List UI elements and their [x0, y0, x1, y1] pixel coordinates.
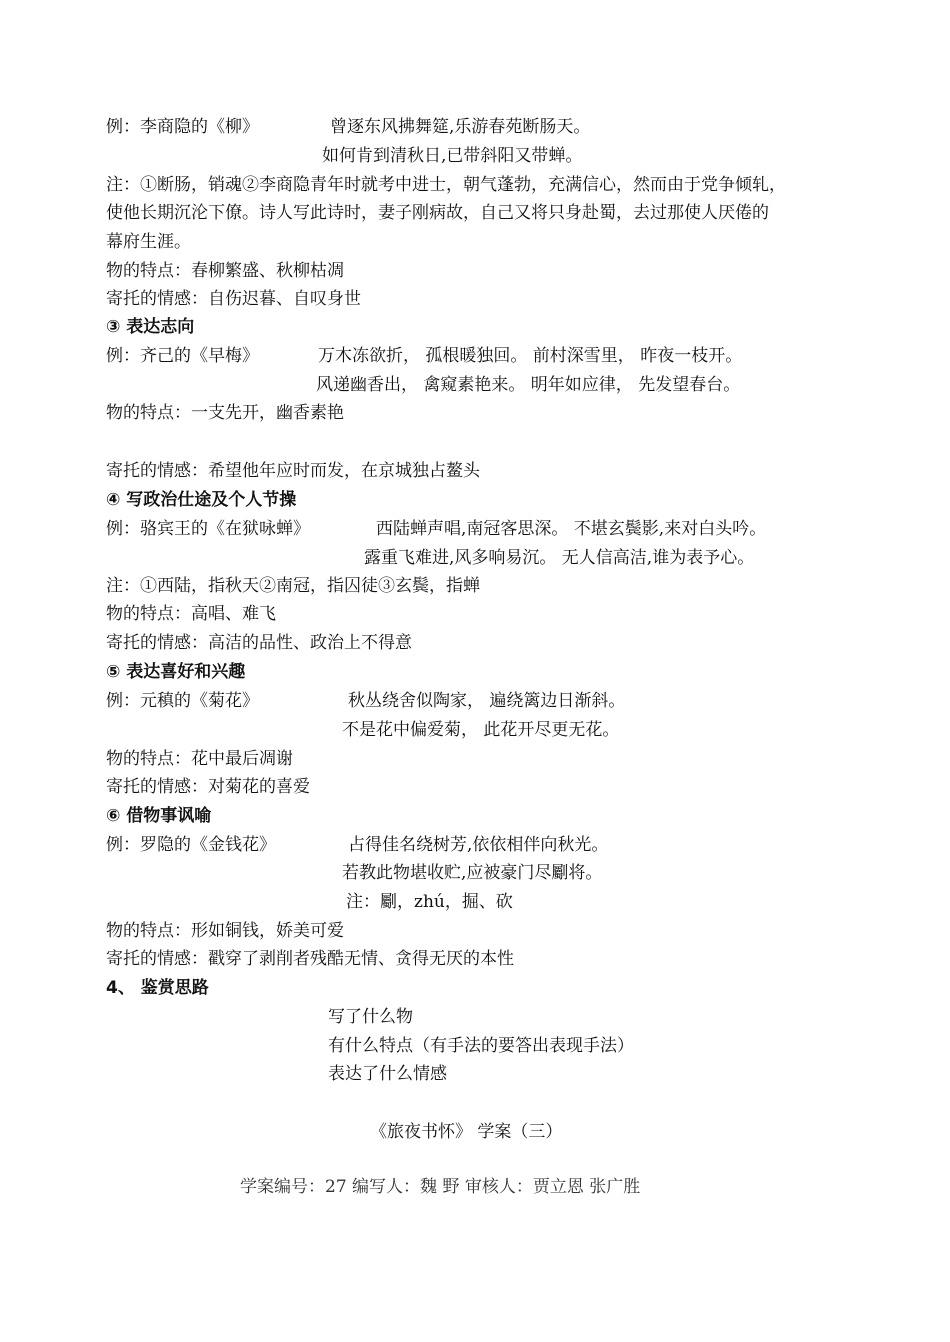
method-step-3: 表达了什么情感 [328, 1064, 447, 1084]
chan-feature: 物的特点：高唱、难飞 [106, 604, 276, 624]
juhua-poem-line-2: 不是花中偏爱菊， 此花开尽更无花。 [342, 720, 620, 740]
jinqianhua-poem-line-2: 若教此物堪收贮,应被豪门尽劚将。 [342, 863, 603, 883]
heading-preference-interest: ⑤ 表达喜好和兴趣 [106, 662, 246, 682]
liu-example-label: 例：李商隐的《柳》 [106, 117, 259, 137]
heading-politics-integrity: ④ 写政治仕途及个人节操 [106, 490, 297, 510]
method-step-2: 有什么特点（有手法的要答出表现手法） [328, 1036, 634, 1056]
juhua-poem-line-1: 秋丛绕舍似陶家， 遍绕篱边日渐斜。 [348, 691, 626, 711]
chan-poem-line-2: 露重飞难进,风多响易沉。 无人信高洁,谁为表予心。 [364, 548, 755, 568]
jinqianhua-emotion: 寄托的情感：戳穿了剥削者残酷无情、贪得无厌的本性 [106, 949, 514, 969]
liu-poem-line-2: 如何肯到清秋日,已带斜阳又带蝉。 [322, 146, 583, 166]
zaomei-poem-line-2: 风递幽香出， 禽窥素艳来。 明年如应律， 先发望春台。 [316, 375, 741, 395]
jinqianhua-example-label: 例：罗隐的《金钱花》 [106, 835, 276, 855]
chan-emotion: 寄托的情感：高洁的品性、政治上不得意 [106, 633, 412, 653]
zaomei-emotion: 寄托的情感：希望他年应时而发，在京城独占鳌头 [106, 461, 480, 481]
liu-note-line-1: 注：①断肠，销魂②李商隐青年时就考中进士，朝气蓬勃，充满信心，然而由于党争倾轧， [106, 175, 786, 195]
heading-express-ambition: ③ 表达志向 [106, 317, 195, 337]
juhua-feature: 物的特点：花中最后凋谢 [106, 749, 293, 769]
juhua-emotion: 寄托的情感：对菊花的喜爱 [106, 777, 310, 797]
zaomei-poem-line-1: 万木冻欲折， 孤根暖独回。 前村深雪里， 昨夜一枝开。 [318, 346, 743, 366]
zaomei-feature: 物的特点：一支先开，幽香素艳 [106, 403, 344, 423]
liu-poem-line-1: 曾逐东风拂舞筵,乐游春苑断肠天。 [330, 117, 591, 137]
next-doc-meta: 学案编号：27 编写人：魏 野 审核人：贾立恩 张广胜 [240, 1177, 641, 1197]
jinqianhua-poem-line-1: 占得佳名绕树芳,依依相伴向秋光。 [348, 835, 609, 855]
jinqianhua-note: 注：劚，zhú，掘、砍 [346, 892, 513, 912]
chan-poem-line-1: 西陆蝉声唱,南冠客思深。 不堪玄鬓影,来对白头吟。 [376, 519, 767, 539]
liu-emotion: 寄托的情感：自伤迟暮、自叹身世 [106, 289, 361, 309]
chan-example-label: 例：骆宾王的《在狱咏蝉》 [106, 519, 310, 539]
heading-appreciation-method: 4、 鉴赏思路 [106, 978, 209, 998]
juhua-example-label: 例：元稹的《菊花》 [106, 691, 259, 711]
liu-feature: 物的特点：春柳繁盛、秋柳枯凋 [106, 261, 344, 281]
liu-note-line-3: 幕府生涯。 [106, 232, 191, 252]
next-doc-title: 《旅夜书怀》 学案（三） [370, 1122, 563, 1142]
zaomei-example-label: 例：齐己的《早梅》 [106, 346, 259, 366]
method-step-1: 写了什么物 [328, 1007, 413, 1027]
chan-note: 注：①西陆，指秋天②南冠，指囚徒③玄鬓，指蝉 [106, 576, 480, 596]
jinqianhua-feature: 物的特点：形如铜钱，娇美可爱 [106, 921, 344, 941]
heading-allegory: ⑥ 借物事讽喻 [106, 806, 212, 826]
liu-note-line-2: 使他长期沉沦下僚。诗人写此诗时，妻子刚病故，自己又将只身赴蜀，去过那使人厌倦的 [106, 203, 769, 223]
